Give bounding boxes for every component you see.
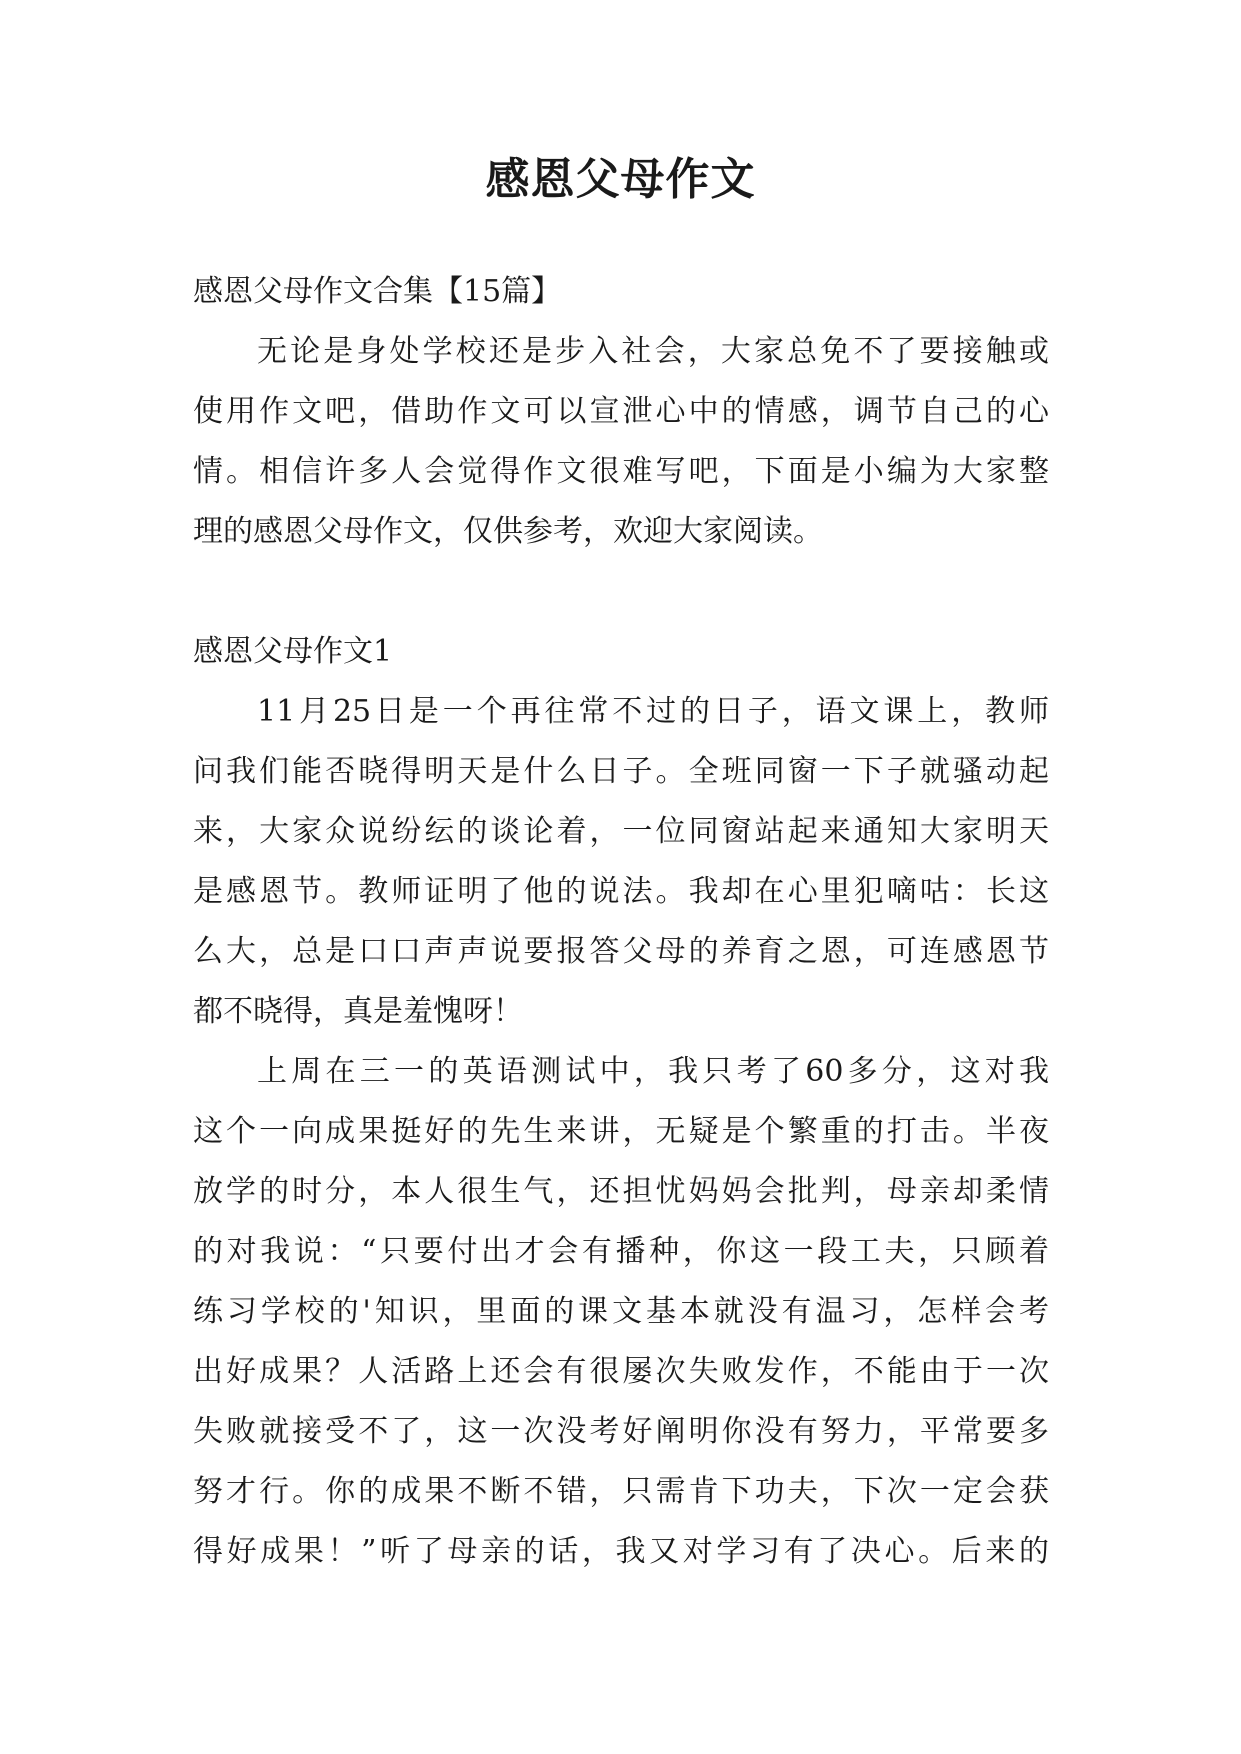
document-title: 感恩父母作文 — [485, 154, 756, 205]
text-line: 的对我说：“只要付出才会有播种，你这一段工夫，只顾着 — [193, 1234, 1049, 1269]
text-line: 都不晓得，真是羞愧呀！ — [193, 994, 523, 1029]
text-line: 上周在三一的英语测试中，我只考了60多分，这对我 — [257, 1054, 1049, 1089]
intro-paragraph — [193, 322, 1049, 562]
section-heading: 感恩父母作文1 — [193, 634, 393, 669]
paragraph-gap — [193, 562, 1049, 622]
text-line: 理的感恩父母作文，仅供参考，欢迎大家阅读。 — [193, 514, 823, 549]
text-line: 放学的时分，本人很生气，还担忧妈妈会批判，母亲却柔情 — [193, 1174, 1049, 1209]
text-line: 无论是身处学校还是步入社会，大家总免不了要接触或 — [257, 334, 1049, 369]
text-line: 得好成果！”听了母亲的话，我又对学习有了决心。后来的 — [193, 1534, 1049, 1569]
text-line: 出好成果？人活路上还会有很屡次失败发作，不能由于一次 — [193, 1354, 1049, 1389]
essay-paragraph-2 — [193, 1042, 1049, 1582]
collection-subtitle: 感恩父母作文合集【15篇】 — [193, 274, 562, 309]
text-line: 情。相信许多人会觉得作文很难写吧，下面是小编为大家整 — [193, 454, 1049, 489]
document-body — [193, 262, 1049, 1582]
text-line: 失败就接受不了，这一次没考好阐明你没有努力，平常要多 — [193, 1414, 1049, 1449]
essay-paragraph-1 — [193, 682, 1049, 1042]
text-line: 是感恩节。教师证明了他的说法。我却在心里犯嘀咕：长这 — [193, 874, 1049, 909]
text-line: 练习学校的'知识，里面的课文基本就没有温习，怎样会考 — [193, 1294, 1049, 1329]
text-line: 问我们能否晓得明天是什么日子。全班同窗一下子就骚动起 — [193, 754, 1049, 789]
text-line: 努才行。你的成果不断不错，只需肯下功夫，下次一定会获 — [193, 1474, 1049, 1509]
text-line: 么大，总是口口声声说要报答父母的养育之恩，可连感恩节 — [193, 934, 1049, 969]
text-line: 来，大家众说纷纭的谈论着，一位同窗站起来通知大家明天 — [193, 814, 1049, 849]
text-line: 使用作文吧，借助作文可以宣泄心中的情感，调节自己的心 — [193, 394, 1049, 429]
text-line: 这个一向成果挺好的先生来讲，无疑是个繁重的打击。半夜 — [193, 1114, 1049, 1149]
text-line: 11月25日是一个再往常不过的日子，语文课上，教师 — [257, 694, 1049, 729]
